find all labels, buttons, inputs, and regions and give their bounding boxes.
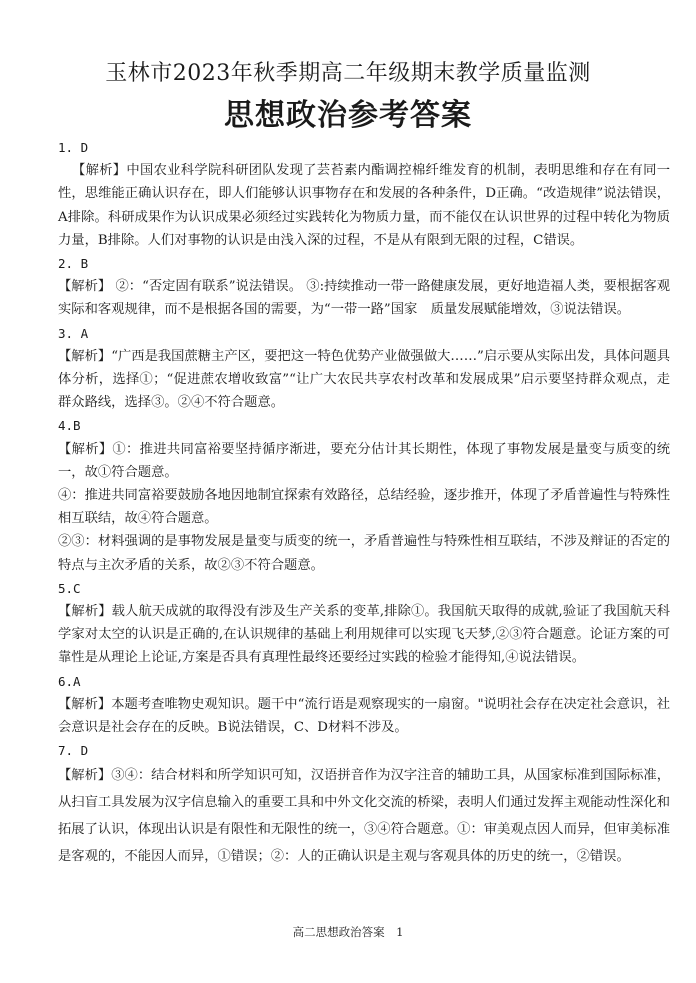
question-number: 1. D [58,140,89,155]
explanation-paragraph: 【解析】“广西是我国蔗糖主产区，要把这一特色优势产业做强做大……”启示要从实际出发，具体问题具体分析，选择①；“促进蔗农增收致富”“让广大农民共享农村改革和发展成果”启示要坚持群众观点，走群众路线，选择③。②④不符合题意。 [58,348,670,411]
answer-body [58,136,670,870]
explanation-paragraph: 【解析】中国农业科学院科研团队发现了芸苔素内酯调控棉纤维发育的机制，表明思维和存在有同一性，思维能正确认识存在，即人们能够认识事物存在和发展的各种条件，D正确。“改造规律”说法错误，A排除。科研成果作为认识成果必须经过实践转化为物质力量，而不能仅在认识世界的过程中转化为物质力量，B排除。人们对事物的认识是由浅入深的过程，不是从有限到无限的过程，C错误。 [58,163,670,248]
question-number: 4.B [58,418,81,434]
explanation-paragraph: ④：推进共同富裕要鼓励各地因地制宜探索有效路径，总结经验，逐步推开，体现了矛盾普遍性与特殊性相互联结，故④符合题意。 [58,488,670,527]
exam-title: 玉林市2023年秋季期高二年级期末教学质量监测 [105,61,591,86]
explanation-paragraph: 【解析】 ②：“否定固有联系”说法错误。 ③:持续推动一带一路健康发展，更好地造福人类，要根据客观实际和客观规律，而不是根据各国的需要，为“一带一路”国家 质量发展赋能增效，③说法错误。 [58,279,670,318]
question-number: 2. B [58,256,89,272]
explanation-paragraph: ②③：材料强调的是事物发展是量变与质变的统一，矛盾普遍性与特殊性相互联结，不涉及辩证的否定的特点与主次矛盾的关系，故②③不符合题意。 [58,534,670,573]
explanation-paragraph: 【解析】载人航天成就的取得没有涉及生产关系的变革,排除①。我国航天取得的成就,验证了我国航天科学家对太空的认识是正确的,在认识规律的基础上利用规律可以实现飞天梦,②③符合题意。论证方案的可靠性是从理论上论证,方案是否具有真理性最终还要经过实践的检验才能得知,④说法错误。 [58,604,670,666]
question-number: 6.A [58,673,81,689]
explanation-paragraph: 【解析】③④：结合材料和所学知识可知，汉语拼音作为汉字注音的辅助工具，从国家标准到国际标准，从扫盲工具发展为汉字信息输入的重要工具和中外文化交流的桥梁，表明人们通过发挥主观能动性深化和拓展了认识，体现出认识是有限性和无限性的统一，③④符合题意。①：审美观点因人而异，但审美标准是客观的，不能因人而异，①错误；②：人的正确认识是主观与客观具体的历史的统一，②错误。 [58,768,670,865]
page-footer: 高二思想政治答案 1 [292,925,404,939]
explanation-paragraph: 【解析】①：推进共同富裕要坚持循序渐进，要充分估计其长期性，体现了事物发展是量变与质变的统一，故①符合题意。 [58,441,670,480]
question-number: 3. A [58,325,89,341]
explanation-paragraph: 【解析】本题考查唯物史观知识。题干中“流行语是观察现实的一扇窗。"说明社会存在决定社会意识，社会意识是社会存在的反映。B说法错误，C、D材料不涉及。 [58,696,670,736]
answer-key-title: 思想政治参考答案 [224,98,472,133]
question-number: 5.C [58,580,81,596]
question-number: 7. D [58,743,89,759]
